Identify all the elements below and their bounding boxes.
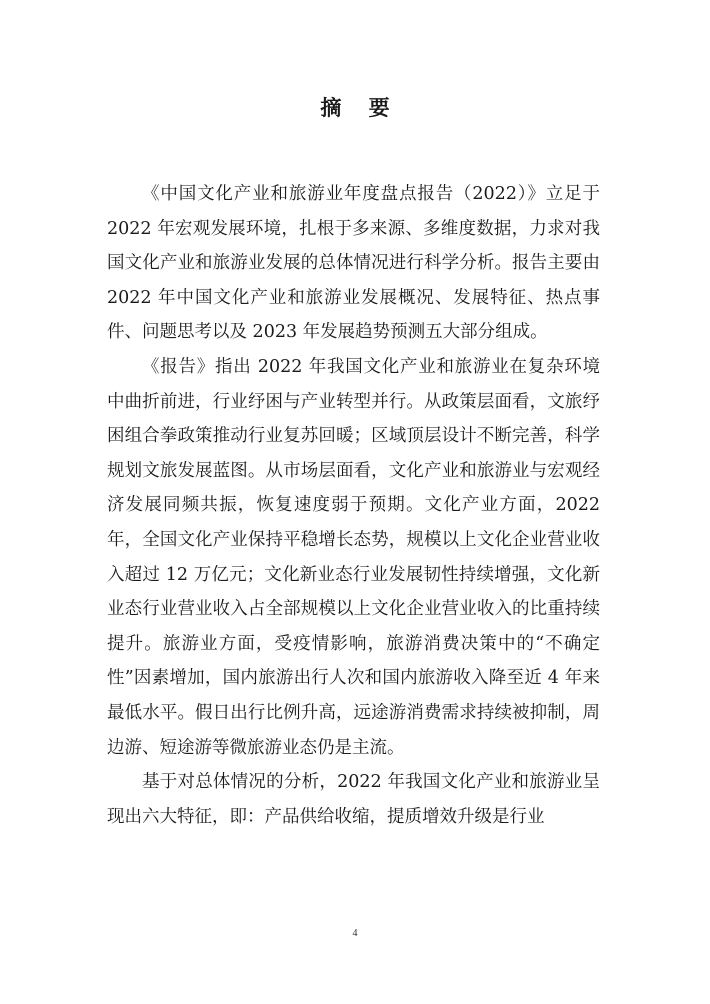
page-title: 摘 要 (320, 96, 400, 120)
page-number: 4 (352, 928, 358, 939)
abstract-body (107, 177, 600, 834)
paragraph-2: 《报告》指出 2022 年我国文化产业和旅游业在复杂环境中曲折前进，行业纾困与产业转型并行。从政策层面看，文旅纾困组合拳政策推动行业复苏回暖；区域顶层设计不断完善，科学规划文旅发展蓝图。从市场层面看，文化产业和旅游业与宏观经济发展同频共振，恢复速度弱于预期。文化产业方面，2022 年，全国文化产业保持平稳增长态势，规模以上文化企业营业收入超过 12 万亿元；文化新业态行业发展韧性持续增强，文化新业态行业营业收入占全部规模以上文化企业营业收入的比重持续提升。旅游业方面，受疫情影响，旅游消费决策中的“不确定性”因素增加，国内旅游出行人次和国内旅游收入降至近 4 年来最低水平。假日出行比例升高，远途游消费需求持续被抑制，周边游、短途游等微旅游业态仍是主流。 (107, 356, 600, 758)
paragraph-3: 基于对总体情况的分析，2022 年我国文化产业和旅游业呈现出六大特征，即：产品供给收缩，提质增效升级是行业 (107, 772, 600, 827)
paragraph-1: 《中国文化产业和旅游业年度盘点报告（2022）》立足于 2022 年宏观发展环境，扎根于多来源、多维度数据，力求对我国文化产业和旅游业发展的总体情况进行科学分析。报告主要由 2022 年中国文化产业和旅游业发展概况、发展特征、热点事件、问题思考以及 2023 年发展趋势预测五大部分组成。 (107, 184, 600, 343)
